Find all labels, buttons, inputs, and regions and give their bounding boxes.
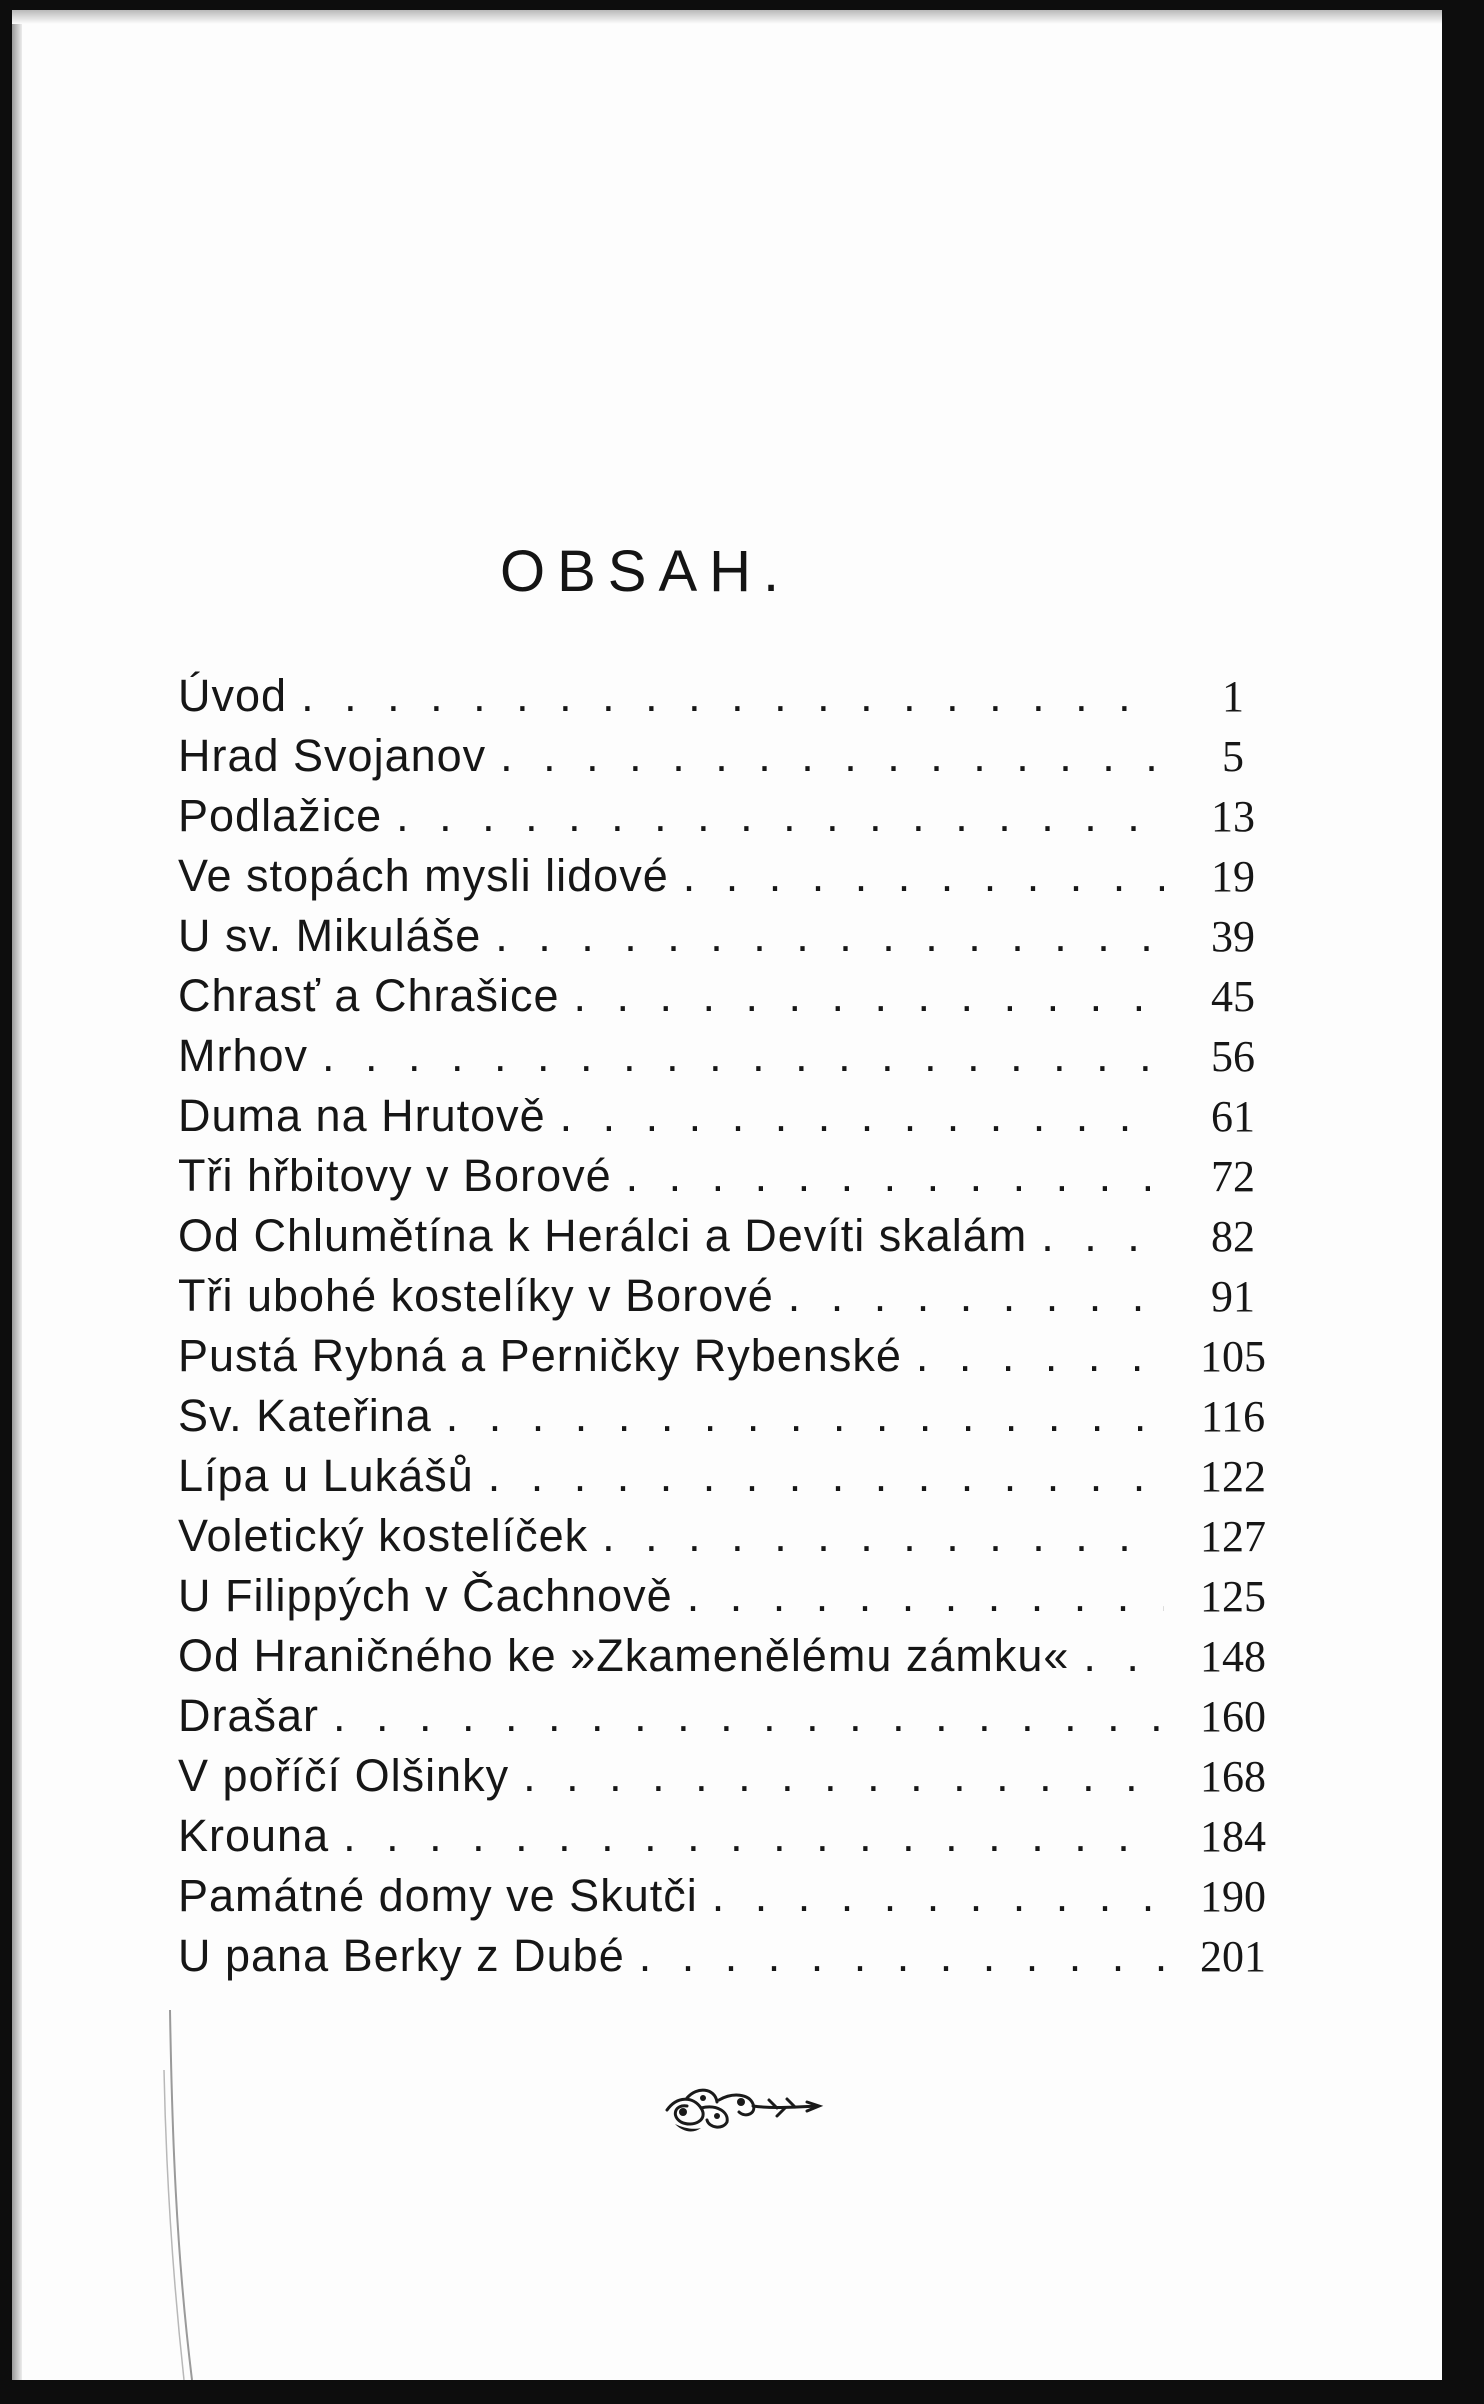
toc-entry-page: 56 (1211, 1032, 1255, 1081)
toc-leader-dots (602, 1510, 1164, 1562)
toc-entry (178, 1870, 1278, 1930)
toc-entry-page: 91 (1211, 1272, 1255, 1321)
toc-leader-dots (788, 1270, 1164, 1322)
toc-leader-dots (322, 1030, 1164, 1082)
toc-entry-page: 116 (1200, 1392, 1266, 1441)
toc-entry-page: 45 (1211, 972, 1255, 1021)
toc-entry-page: 201 (1200, 1932, 1266, 1981)
toc-entry-page: 19 (1211, 852, 1255, 901)
toc-entry-title: Lípa u Lukášů (178, 1450, 474, 1501)
toc-entry-title: Úvod (178, 670, 288, 721)
toc-leader-dots (574, 970, 1164, 1022)
toc-entry-title: Tři ubohé kostelíky v Borové (178, 1270, 774, 1321)
toc-entry-page: 190 (1200, 1872, 1266, 1921)
toc-entry-title: Drašar (178, 1690, 320, 1741)
toc-entry (178, 910, 1278, 970)
toc-entry (178, 850, 1278, 910)
scan-edge-top (12, 10, 1442, 24)
toc-leader-dots (916, 1330, 1164, 1382)
toc-entry (178, 1570, 1278, 1630)
toc-leader-dots (343, 1810, 1164, 1862)
toc-entry-page: 148 (1200, 1632, 1266, 1681)
toc-leader-dots (396, 790, 1164, 842)
toc-entry-title: Krouna (178, 1810, 330, 1861)
toc-entry (178, 1150, 1278, 1210)
book-page (12, 10, 1442, 2380)
toc-entry-page: 1 (1222, 672, 1244, 721)
toc-entry-page: 160 (1200, 1692, 1266, 1741)
toc-entry (178, 1390, 1278, 1450)
toc-entry-title: V poříčí Olšinky (178, 1750, 510, 1801)
toc-leader-dots (639, 1930, 1164, 1982)
toc-leader-dots (500, 730, 1164, 782)
toc-entry (178, 1510, 1278, 1570)
toc-entry (178, 790, 1278, 850)
toc-entry-page: 39 (1211, 912, 1255, 961)
toc-leader-dots (687, 1570, 1164, 1622)
toc-entry-title: Od Chlumětína k Herálci a Devíti skalám (178, 1210, 1028, 1261)
toc-entry-page: 61 (1211, 1092, 1255, 1141)
toc-entry (178, 1210, 1278, 1270)
scan-scratch-mark (162, 2010, 202, 2380)
toc-entry-page: 5 (1222, 732, 1244, 781)
toc-entry-page: 168 (1200, 1752, 1266, 1801)
toc-entry (178, 1810, 1278, 1870)
toc-entry (178, 1690, 1278, 1750)
toc-leader-dots (495, 910, 1164, 962)
toc-entry (178, 1930, 1278, 1990)
toc-entry (178, 1030, 1278, 1090)
toc-entry-title: U Filippých v Čachnově (178, 1570, 673, 1621)
toc-entry-page: 122 (1200, 1452, 1266, 1501)
toc-entry-title: U pana Berky z Dubé (178, 1930, 625, 1981)
toc-entry (178, 670, 1278, 730)
toc-entry-page: 184 (1200, 1812, 1266, 1861)
toc-entry (178, 970, 1278, 1030)
toc-entry-title: Chrasť a Chrašice (178, 970, 560, 1021)
toc-leader-dots (1041, 1210, 1164, 1262)
toc-entry-page: 13 (1211, 792, 1255, 841)
toc-entry-title: Voletický kostelíček (178, 1510, 589, 1561)
toc-leader-dots (446, 1390, 1164, 1442)
toc-entry-page: 127 (1200, 1512, 1266, 1561)
toc-entry (178, 1330, 1278, 1390)
toc-leader-dots (560, 1090, 1164, 1142)
toc-entry-title: Podlažice (178, 790, 383, 841)
toc-entry-page: 82 (1211, 1212, 1255, 1261)
toc-leader-dots (626, 1150, 1164, 1202)
toc-leader-dots (1083, 1630, 1164, 1682)
toc-entry-title: Památné domy ve Skutči (178, 1870, 698, 1921)
toc-entry (178, 1270, 1278, 1330)
toc-leader-dots (301, 670, 1164, 722)
toc-entry-page: 125 (1200, 1572, 1266, 1621)
toc-entry-title: Duma na Hrutově (178, 1090, 546, 1141)
floral-ornament-icon (657, 2078, 827, 2138)
toc-entry (178, 1450, 1278, 1510)
scan-edge-left (12, 10, 22, 2380)
table-of-contents (178, 670, 1278, 1990)
toc-entry-page: 72 (1211, 1152, 1255, 1201)
toc-entry-title: Od Hraničného ke »Zkamenělému zámku« (178, 1630, 1070, 1681)
toc-leader-dots (488, 1450, 1164, 1502)
toc-entry-title: Hrad Svojanov (178, 730, 487, 781)
toc-entry (178, 1750, 1278, 1810)
toc-leader-dots (523, 1750, 1164, 1802)
toc-entry (178, 730, 1278, 790)
toc-entry-title: Sv. Kateřina (178, 1390, 432, 1441)
toc-leader-dots (683, 850, 1164, 902)
toc-entry-page: 105 (1200, 1332, 1266, 1381)
toc-leader-dots (333, 1690, 1164, 1742)
toc-entry (178, 1090, 1278, 1150)
page-title: OBSAH. (500, 539, 792, 604)
toc-entry (178, 1630, 1278, 1690)
toc-entry-title: Pustá Rybná a Perničky Rybenské (178, 1330, 902, 1381)
toc-entry-title: Mrhov (178, 1030, 309, 1081)
toc-entry-title: U sv. Mikuláše (178, 910, 482, 961)
toc-leader-dots (712, 1870, 1164, 1922)
toc-entry-title: Ve stopách mysli lidové (178, 850, 669, 901)
toc-entry-title: Tři hřbitovy v Borové (178, 1150, 612, 1201)
